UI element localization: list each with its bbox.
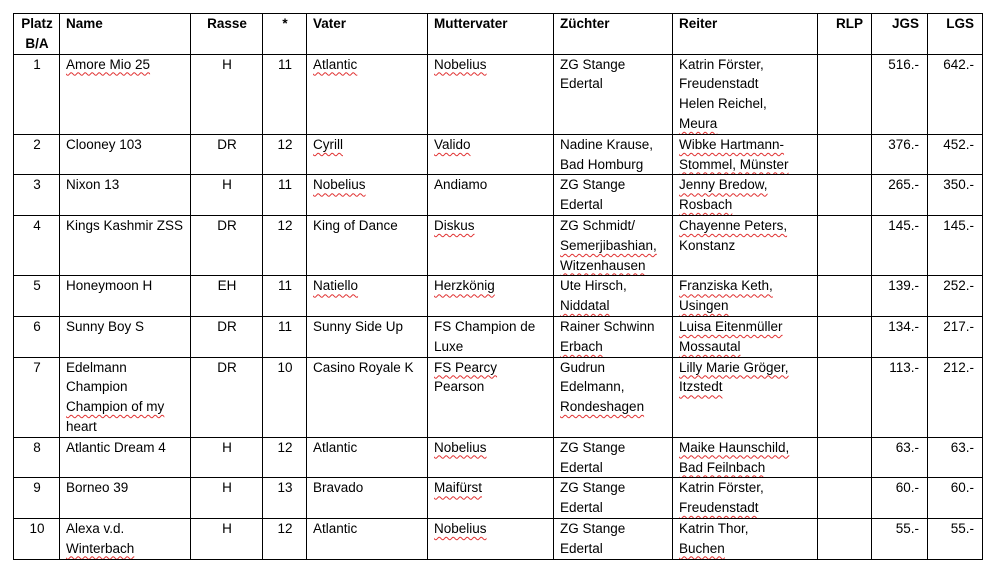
cell-vater bbox=[307, 215, 428, 275]
cell-reiter bbox=[673, 215, 818, 275]
header-lgs: LGS bbox=[928, 14, 983, 55]
cell-rasse: H bbox=[191, 175, 263, 216]
reiter-line: Katrin Förster, bbox=[679, 480, 764, 496]
cell-zuechter bbox=[554, 215, 673, 275]
cell-muttervater bbox=[428, 276, 554, 317]
cell-muttervater bbox=[428, 316, 554, 357]
cell-vater bbox=[307, 437, 428, 478]
header-vater: Vater bbox=[307, 14, 428, 55]
cell-rlp bbox=[818, 276, 872, 317]
cell-rasse: DR bbox=[191, 357, 263, 437]
muttervater-line: FS Pearcy bbox=[434, 359, 498, 375]
muttervater-line: Pearson bbox=[434, 379, 485, 395]
cell-rasse: DR bbox=[191, 316, 263, 357]
cell-muttervater bbox=[428, 357, 554, 437]
muttervater-line: Andiamo bbox=[434, 177, 488, 193]
reiter-line: Bad Feilnbach bbox=[679, 459, 766, 475]
muttervater-line: Valido bbox=[434, 136, 471, 152]
muttervater-line: Nobelius bbox=[434, 439, 487, 455]
name-line: Borneo 39 bbox=[66, 480, 129, 496]
cell-rlp bbox=[818, 357, 872, 437]
header-platz: Platz B/A bbox=[14, 14, 60, 55]
vater-line: Cyrill bbox=[313, 136, 343, 152]
cell-name bbox=[60, 276, 191, 317]
table-row bbox=[14, 478, 983, 519]
reiter-line: Konstanz bbox=[679, 237, 736, 253]
cell-platz: 9 bbox=[14, 478, 60, 519]
table-row bbox=[14, 215, 983, 275]
cell-name bbox=[60, 215, 191, 275]
zuechter-line: Niddatal bbox=[560, 298, 610, 314]
table-row bbox=[14, 276, 983, 317]
cell-star: 13 bbox=[263, 478, 307, 519]
name-line: Honeymoon H bbox=[66, 278, 153, 294]
reiter-line: Usingen bbox=[679, 298, 729, 314]
cell-rlp bbox=[818, 215, 872, 275]
vater-line: Natiello bbox=[313, 278, 359, 294]
cell-name bbox=[60, 134, 191, 175]
header-muttervater: Muttervater bbox=[428, 14, 554, 55]
cell-lgs: 212.- bbox=[928, 357, 983, 437]
muttervater-line: Diskus bbox=[434, 217, 475, 233]
cell-name bbox=[60, 478, 191, 519]
reiter-line: Mossautal bbox=[679, 338, 741, 354]
cell-rlp bbox=[818, 54, 872, 134]
header-rlp: RLP bbox=[818, 14, 872, 55]
cell-lgs: 55.- bbox=[928, 518, 983, 559]
reiter-line: Lilly Marie Gröger, bbox=[679, 359, 789, 375]
cell-rasse: DR bbox=[191, 215, 263, 275]
zuechter-line: ZG Stange bbox=[560, 480, 626, 496]
cell-vater bbox=[307, 518, 428, 559]
cell-zuechter bbox=[554, 134, 673, 175]
cell-name bbox=[60, 316, 191, 357]
cell-name bbox=[60, 357, 191, 437]
cell-jgs: 113.- bbox=[872, 357, 928, 437]
cell-platz: 3 bbox=[14, 175, 60, 216]
cell-name bbox=[60, 437, 191, 478]
cell-platz: 5 bbox=[14, 276, 60, 317]
cell-star: 11 bbox=[263, 276, 307, 317]
muttervater-line: Herzkönig bbox=[434, 278, 495, 294]
table-row bbox=[14, 518, 983, 559]
zuechter-line: ZG Stange bbox=[560, 520, 626, 536]
cell-platz: 2 bbox=[14, 134, 60, 175]
zuechter-line: Edertal bbox=[560, 459, 603, 475]
header-jgs: JGS bbox=[872, 14, 928, 55]
cell-jgs: 516.- bbox=[872, 54, 928, 134]
cell-jgs: 139.- bbox=[872, 276, 928, 317]
cell-vater bbox=[307, 175, 428, 216]
cell-vater bbox=[307, 478, 428, 519]
cell-reiter bbox=[673, 316, 818, 357]
cell-star: 11 bbox=[263, 54, 307, 134]
zuechter-line: Edertal bbox=[560, 197, 603, 213]
cell-rlp bbox=[818, 478, 872, 519]
reiter-line: Chayenne Peters, bbox=[679, 217, 788, 233]
cell-reiter bbox=[673, 357, 818, 437]
cell-zuechter bbox=[554, 316, 673, 357]
cell-reiter bbox=[673, 437, 818, 478]
vater-line: Nobelius bbox=[313, 177, 366, 193]
zuechter-line: ZG Stange bbox=[560, 439, 626, 455]
cell-rasse: H bbox=[191, 478, 263, 519]
reiter-line: Meura bbox=[679, 115, 718, 131]
reiter-line: Freudenstadt bbox=[679, 76, 759, 92]
cell-lgs: 350.- bbox=[928, 175, 983, 216]
reiter-line: Luisa Eitenmüller bbox=[679, 318, 783, 334]
cell-name bbox=[60, 518, 191, 559]
cell-jgs: 376.- bbox=[872, 134, 928, 175]
cell-rlp bbox=[818, 518, 872, 559]
cell-jgs: 55.- bbox=[872, 518, 928, 559]
reiter-line: Katrin Thor, bbox=[679, 520, 749, 536]
name-line: Alexa v.d. bbox=[66, 520, 125, 536]
cell-star: 10 bbox=[263, 357, 307, 437]
cell-muttervater bbox=[428, 134, 554, 175]
zuechter-line: Erbach bbox=[560, 338, 603, 354]
zuechter-line: Bad Homburg bbox=[560, 156, 644, 172]
cell-rasse: H bbox=[191, 437, 263, 478]
reiter-line: Maike Haunschild, bbox=[679, 439, 790, 455]
muttervater-line: Luxe bbox=[434, 338, 464, 354]
cell-muttervater bbox=[428, 478, 554, 519]
cell-name bbox=[60, 175, 191, 216]
cell-platz: 10 bbox=[14, 518, 60, 559]
cell-zuechter bbox=[554, 518, 673, 559]
vater-line: Atlantic bbox=[313, 439, 358, 455]
cell-reiter bbox=[673, 54, 818, 134]
muttervater-line: Nobelius bbox=[434, 520, 487, 536]
header-rasse: Rasse bbox=[191, 14, 263, 55]
cell-jgs: 145.- bbox=[872, 215, 928, 275]
name-line: Clooney 103 bbox=[66, 136, 142, 152]
cell-reiter bbox=[673, 276, 818, 317]
cell-lgs: 252.- bbox=[928, 276, 983, 317]
cell-rlp bbox=[818, 134, 872, 175]
cell-rasse: H bbox=[191, 518, 263, 559]
reiter-line: Rosbach bbox=[679, 197, 733, 213]
reiter-line: Freudenstadt bbox=[679, 500, 759, 516]
vater-line: Atlantic bbox=[313, 56, 358, 72]
header-zuechter: Züchter bbox=[554, 14, 673, 55]
cell-rlp bbox=[818, 175, 872, 216]
cell-jgs: 63.- bbox=[872, 437, 928, 478]
cell-muttervater bbox=[428, 215, 554, 275]
cell-reiter bbox=[673, 175, 818, 216]
reiter-line: Stommel, Münster bbox=[679, 156, 789, 172]
zuechter-line: Edertal bbox=[560, 540, 603, 556]
zuechter-line: ZG Schmidt/ bbox=[560, 217, 636, 233]
cell-zuechter bbox=[554, 357, 673, 437]
cell-muttervater bbox=[428, 54, 554, 134]
zuechter-line: Edertal bbox=[560, 76, 603, 92]
table-row bbox=[14, 437, 983, 478]
cell-name bbox=[60, 54, 191, 134]
name-line: Kings Kashmir ZSS bbox=[66, 217, 184, 233]
vater-line: Bravado bbox=[313, 480, 364, 496]
muttervater-line: Maifürst bbox=[434, 480, 483, 496]
cell-reiter bbox=[673, 478, 818, 519]
zuechter-line: Rainer Schwinn bbox=[560, 318, 655, 334]
zuechter-line: Edertal bbox=[560, 500, 603, 516]
cell-zuechter bbox=[554, 276, 673, 317]
header-reiter: Reiter bbox=[673, 14, 818, 55]
zuechter-line: Edelmann, bbox=[560, 379, 625, 395]
muttervater-line: Nobelius bbox=[434, 56, 487, 72]
cell-vater bbox=[307, 134, 428, 175]
name-line: Amore Mio 25 bbox=[66, 56, 151, 72]
cell-reiter bbox=[673, 134, 818, 175]
name-line: Champion bbox=[66, 379, 128, 395]
cell-jgs: 265.- bbox=[872, 175, 928, 216]
cell-muttervater bbox=[428, 175, 554, 216]
name-line: Atlantic Dream 4 bbox=[66, 439, 166, 455]
muttervater-line: FS Champion de bbox=[434, 318, 536, 334]
cell-platz: 6 bbox=[14, 316, 60, 357]
table-row bbox=[14, 175, 983, 216]
cell-rlp bbox=[818, 437, 872, 478]
reiter-line: Wibke Hartmann- bbox=[679, 136, 785, 152]
header-star: * bbox=[263, 14, 307, 55]
reiter-line: Buchen bbox=[679, 540, 725, 556]
cell-platz: 1 bbox=[14, 54, 60, 134]
header-name: Name bbox=[60, 14, 191, 55]
cell-rasse: H bbox=[191, 54, 263, 134]
cell-zuechter bbox=[554, 175, 673, 216]
cell-star: 11 bbox=[263, 316, 307, 357]
reiter-line: Helen Reichel, bbox=[679, 96, 767, 112]
cell-zuechter bbox=[554, 437, 673, 478]
cell-star: 12 bbox=[263, 518, 307, 559]
name-line: heart bbox=[66, 418, 97, 434]
zuechter-line: Semerjibashian, bbox=[560, 237, 657, 253]
cell-lgs: 642.- bbox=[928, 54, 983, 134]
cell-zuechter bbox=[554, 478, 673, 519]
cell-zuechter bbox=[554, 54, 673, 134]
cell-vater bbox=[307, 316, 428, 357]
vater-line: Sunny Side Up bbox=[313, 318, 404, 334]
cell-jgs: 134.- bbox=[872, 316, 928, 357]
cell-vater bbox=[307, 54, 428, 134]
zuechter-line: Witzenhausen bbox=[560, 257, 646, 273]
cell-star: 11 bbox=[263, 175, 307, 216]
reiter-line: Katrin Förster, bbox=[679, 56, 764, 72]
table-row bbox=[14, 357, 983, 437]
name-line: Champion of my bbox=[66, 399, 165, 415]
reiter-line: Jenny Bredow, bbox=[679, 177, 768, 193]
zuechter-line: ZG Stange bbox=[560, 177, 626, 193]
table-row bbox=[14, 54, 983, 134]
cell-lgs: 63.- bbox=[928, 437, 983, 478]
cell-vater bbox=[307, 357, 428, 437]
zuechter-line: Gudrun bbox=[560, 359, 606, 375]
cell-lgs: 217.- bbox=[928, 316, 983, 357]
header-row bbox=[14, 14, 983, 55]
name-line: Winterbach bbox=[66, 540, 135, 556]
zuechter-line: Ute Hirsch, bbox=[560, 278, 627, 294]
cell-rasse: EH bbox=[191, 276, 263, 317]
results-table bbox=[13, 13, 983, 560]
cell-star: 12 bbox=[263, 215, 307, 275]
name-line: Sunny Boy S bbox=[66, 318, 145, 334]
cell-platz: 4 bbox=[14, 215, 60, 275]
cell-muttervater bbox=[428, 518, 554, 559]
zuechter-line: Nadine Krause, bbox=[560, 136, 654, 152]
cell-lgs: 452.- bbox=[928, 134, 983, 175]
table-row bbox=[14, 134, 983, 175]
cell-vater bbox=[307, 276, 428, 317]
cell-jgs: 60.- bbox=[872, 478, 928, 519]
name-line: Nixon 13 bbox=[66, 177, 120, 193]
cell-star: 12 bbox=[263, 437, 307, 478]
vater-line: King of Dance bbox=[313, 217, 398, 233]
cell-lgs: 60.- bbox=[928, 478, 983, 519]
reiter-line: Itzstedt bbox=[679, 379, 723, 395]
cell-star: 12 bbox=[263, 134, 307, 175]
vater-line: Casino Royale K bbox=[313, 359, 414, 375]
cell-lgs: 145.- bbox=[928, 215, 983, 275]
cell-rlp bbox=[818, 316, 872, 357]
cell-muttervater bbox=[428, 437, 554, 478]
cell-rasse: DR bbox=[191, 134, 263, 175]
zuechter-line: Rondeshagen bbox=[560, 399, 645, 415]
results-body bbox=[14, 54, 983, 559]
vater-line: Atlantic bbox=[313, 520, 358, 536]
cell-reiter bbox=[673, 518, 818, 559]
zuechter-line: ZG Stange bbox=[560, 56, 626, 72]
cell-platz: 8 bbox=[14, 437, 60, 478]
reiter-line: Franziska Keth, bbox=[679, 278, 773, 294]
table-row bbox=[14, 316, 983, 357]
cell-platz: 7 bbox=[14, 357, 60, 437]
name-line: Edelmann bbox=[66, 359, 127, 375]
